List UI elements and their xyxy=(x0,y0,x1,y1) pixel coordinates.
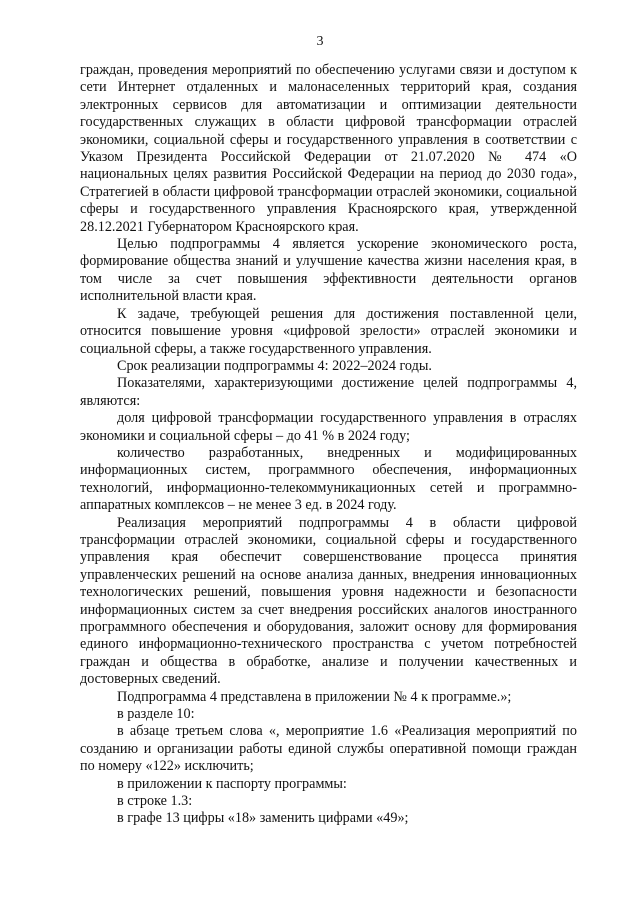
paragraph-third-paragraph-edit: в абзаце третьем слова «, мероприятие 1.6 «Реализация мероприятий по созданию и организации работы единой службы оперативной помощи граждан по номеру «122» исключить; xyxy=(80,723,577,775)
paragraph-section-10: в разделе 10: xyxy=(117,706,195,723)
paragraph-continuation: граждан, проведения мероприятий по обеспечению услугами связи и доступом к сети Интернет отдаленных и малонаселенных территорий края, создания электронных сервисов для автоматизации и оптимизации деятельности государственных служащих в области цифровой трансформации отраслей экономики, социальной сферы и государственного управления в соответствии с Указом Президента Российской Федерации от 21.07.2020 № 474 «О национальных целях развития Российской Федерации на период до 2030 года», Стратегией в области цифровой трансформации отраслей экономики, социальной сферы и государственного управления Красноярского края, утвержденной 28.12.2021 Губернатором Красноярского края. xyxy=(80,62,577,235)
paragraph-appendix-ref: Подпрограмма 4 представлена в приложении № 4 к программе.»; xyxy=(117,688,512,705)
paragraph-indicators-intro: Показателями, характеризующими достижение целей подпрограммы 4, являются: xyxy=(80,375,577,409)
paragraph-column-13-edit: в графе 13 цифры «18» заменить цифрами «49»; xyxy=(117,810,409,827)
paragraph-term: Срок реализации подпрограммы 4: 2022–2024 годы. xyxy=(117,357,432,374)
paragraph-indicator-count: количество разработанных, внедренных и модифицированных информационных систем, программного обеспечения, информационных технологий, информационно-телекоммуникационных сетей и программно-аппаратных комплексов – не менее 3 ед. в 2024 году. xyxy=(80,444,577,514)
paragraph-passport-appendix: в приложении к паспорту программы: xyxy=(117,775,347,792)
paragraph-indicator-share: доля цифровой трансформации государственного управления в отраслях экономики и социальной сферы – до 41 % в 2024 году; xyxy=(80,410,577,444)
paragraph-task: К задаче, требующей решения для достижения поставленной цели, относится повышение уровня «цифровой зрелости» отраслей экономики и социальной сферы, а также государственного управления. xyxy=(80,305,577,357)
document-body xyxy=(80,62,577,828)
paragraph-implementation: Реализация мероприятий подпрограммы 4 в области цифровой трансформации отраслей экономики, социальной сферы и государственного управления края обеспечит совершенствование процесса принятия управленческих решений на основе анализа данных, внедрения инновационных технологических решений, повышения уровня надежности и безопасности информационных систем за счет внедрения российских аналогов иностранного программного обеспечения и оборудования, заложит основу для формирования единого информационно-технического пространства с учетом потребностей граждан и общества в обработке, анализе и получении качественных и достоверных сведений. xyxy=(80,514,577,688)
page-number: 3 xyxy=(316,34,324,49)
paragraph-row-1-3: в строке 1.3: xyxy=(117,793,193,810)
paragraph-goal: Целью подпрограммы 4 является ускорение экономического роста, формирование общества знаний и улучшение качества жизни населения края, в том числе за счет повышения эффективности деятельности органов исполнительной власти края. xyxy=(80,236,577,305)
